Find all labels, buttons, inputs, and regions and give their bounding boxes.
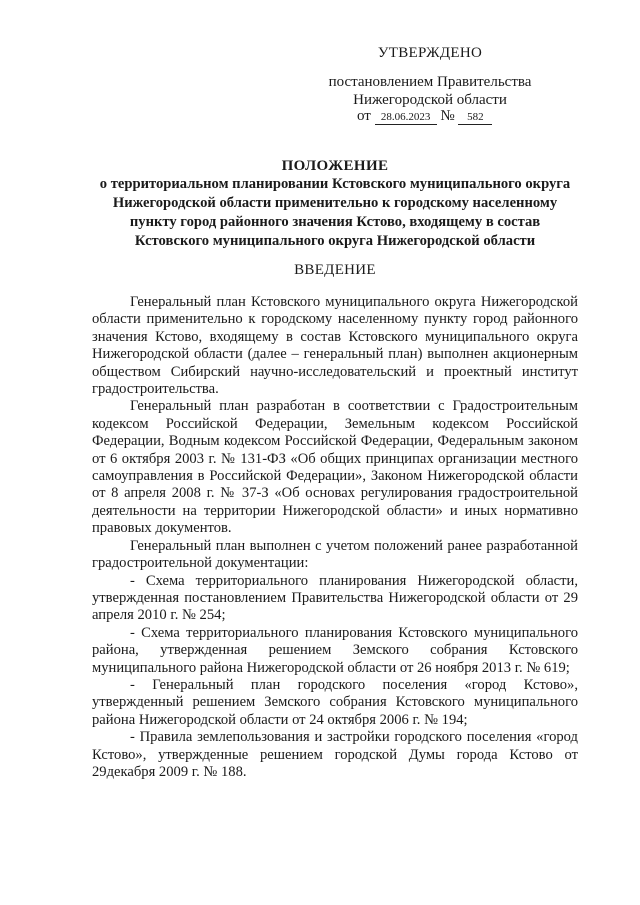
approval-title: УТВЕРЖДЕНО (377, 45, 483, 61)
approval-issuer-line: постановлением Правительства (328, 74, 532, 90)
approval-number: 582 (458, 110, 492, 125)
approval-date-row (357, 108, 492, 125)
list-item: - Правила землепользования и застройки городского поселения «город Кстово», утвержденные решением городской Думы города Кстово от 29декабря 2009 г. № 188. (92, 729, 578, 780)
approval-region-line: Нижегородской области (353, 92, 507, 108)
paragraph-intro: Генеральный план Кстовского муниципального округа Нижегородской области применительно к городскому населенному пункту город районного значения Кстово, входящему в состав Кстовского муниципального округа Нижегородской области (далее – генеральный план) выполнен акционерным обществом Сибирский научно-исследовательский и проектный институт градостроительства. (92, 294, 578, 398)
list-item: - Схема территориального планирования Кстовского муниципального района, утвержденная решением Земского собрания Кстовского муниципального района Нижегородской области от 26 ноября 2013 г. № 619; (92, 624, 578, 676)
paragraph-prior-docs: Генеральный план выполнен с учетом положений ранее разработанной градостроительной документации: (92, 537, 578, 572)
document-title: ПОЛОЖЕНИЕ (281, 158, 389, 174)
paragraph-legal-basis: Генеральный план разработан в соответствии с Градостроительным кодексом Российской Федерации, Земельным кодексом Российской Федерации, Водным кодексом Российской Федерации, Федеральным законом от 6 октября 2003 г. № 131-ФЗ «Об общих принципах организации местного самоуправления в Российской Федерации», Законом Нижегородской области от 8 апреля 2008 г. № 37-З «Об основах регулирования градостроительной деятельности на территории Нижегородской области» и иных нормативно правовых документов. (92, 398, 578, 537)
section-heading: ВВЕДЕНИЕ (294, 262, 376, 278)
number-sign: № (440, 108, 455, 124)
date-prefix: от (357, 108, 371, 124)
document-body (92, 294, 578, 781)
approval-date: 28.06.2023 (375, 110, 437, 125)
list-item: - Схема территориального планирования Нижегородской области, утвержденная постановлением Правительства Нижегородской области от 29 апреля 2010 г. № 254; (92, 572, 578, 624)
list-item: - Генеральный план городского поселения «город Кстово», утвержденный решением Земского собрания Кстовского муниципального района Нижегородской области от 24 октября 2006 г. № 194; (92, 676, 578, 728)
document-subtitle: о территориальном планировании Кстовского муниципального округа Нижегородской области применительно к городскому населенному пункту город районного значения Кстово, входящему в состав Кстовского муниципального округа Нижегородской области (99, 176, 571, 249)
